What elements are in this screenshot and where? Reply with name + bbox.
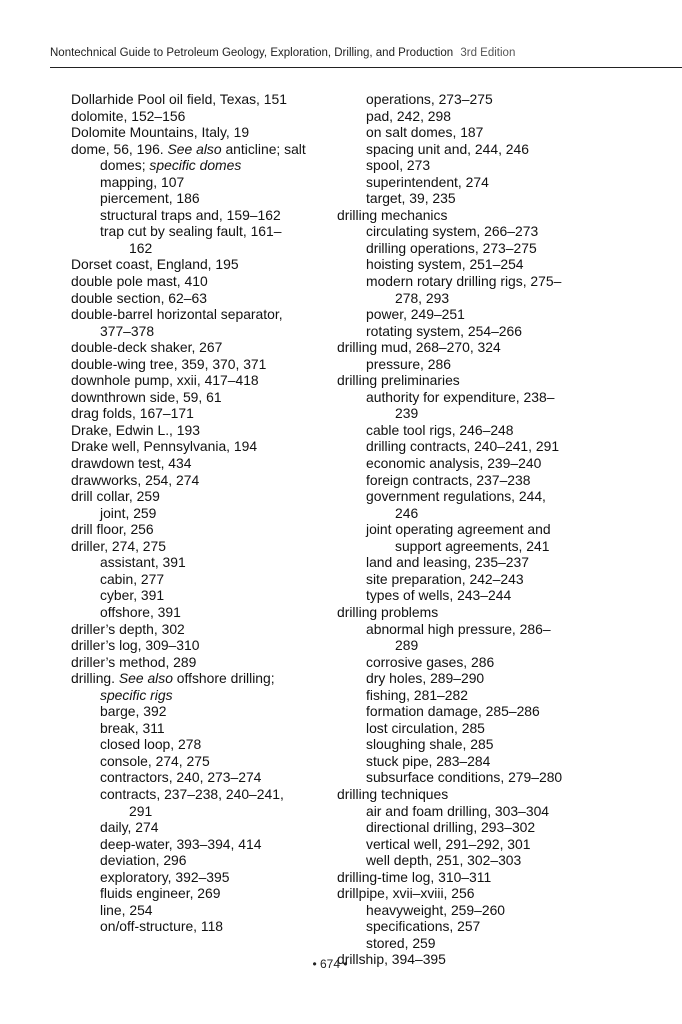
entry-text: on/off-structure, 118 — [100, 918, 224, 935]
entry-text: double-deck shaker, 267 — [71, 339, 223, 356]
entry-text: drilling contracts, 240–241, 291 — [366, 438, 560, 455]
index-subentry — [337, 753, 637, 770]
entry-continuation-text: 278, 293 — [395, 289, 450, 306]
entry-text: line, 254 — [100, 901, 153, 918]
index-column-left — [71, 91, 341, 935]
index-subentry — [71, 852, 341, 869]
index-subentry — [337, 389, 637, 422]
index-subentry — [337, 240, 637, 257]
entry-text: drilling techniques — [337, 785, 449, 802]
index-entry — [71, 455, 341, 472]
entry-text: vertical well, 291–292, 301 — [366, 835, 531, 852]
entry-text: Drake well, Pennsylvania, 194 — [71, 438, 258, 455]
index-subentry — [71, 902, 341, 919]
index-subentry — [337, 720, 637, 737]
entry-text: pad, 242, 298 — [366, 107, 451, 124]
index-entry — [71, 91, 341, 108]
index-entry — [71, 290, 341, 307]
index-column-right — [337, 91, 637, 968]
entry-text: drilling operations, 273–275 — [366, 239, 537, 256]
index-entry — [71, 256, 341, 273]
entry-text: joint, 259 — [100, 504, 157, 521]
index-subentry — [337, 836, 637, 853]
entry-continuation-text: 246 — [395, 504, 419, 521]
index-subentry — [71, 819, 341, 836]
index-subentry — [337, 703, 637, 720]
entry-text: driller’s log, 309–310 — [71, 637, 200, 654]
page-number: • 674 • — [312, 957, 348, 971]
index-entry — [337, 207, 637, 224]
entry-text: sloughing shale, 285 — [366, 736, 494, 753]
entry-text: double-barrel horizontal separator, — [71, 306, 283, 323]
index-subentry — [337, 472, 637, 489]
index-entry — [71, 521, 341, 538]
entry-text: structural traps and, 159–162 — [100, 206, 281, 223]
entry-text: downhole pump, xxii, 417–418 — [71, 372, 259, 389]
entry-text: cabin, 277 — [100, 570, 165, 587]
index-entry — [71, 472, 341, 489]
index-subentry — [337, 256, 637, 273]
entry-text: well depth, 251, 302–303 — [366, 852, 522, 869]
entry-text: daily, 274 — [100, 819, 159, 836]
index-subentry — [337, 273, 637, 306]
index-subentry — [337, 157, 637, 174]
entry-text: drilling preliminaries — [337, 372, 460, 389]
index-entry — [71, 621, 341, 638]
entry-text: drawdown test, 434 — [71, 455, 192, 472]
index-subentry — [337, 190, 637, 207]
entry-text: hoisting system, 251–254 — [366, 256, 524, 273]
index-entry — [71, 422, 341, 439]
entry-text: barge, 392 — [100, 703, 167, 720]
index-subentry — [337, 902, 637, 919]
index-entry — [337, 786, 637, 803]
entry-text: Dollarhide Pool oil field, Texas, 151 — [71, 91, 287, 107]
entry-text: Dolomite Mountains, Italy, 19 — [71, 124, 250, 141]
entry-text: drawworks, 254, 274 — [71, 471, 200, 488]
entry-text: specifications, 257 — [366, 918, 481, 935]
entry-text: spacing unit and, 244, 246 — [366, 140, 529, 157]
entry-text: land and leasing, 235–237 — [366, 554, 529, 571]
entry-text: operations, 273–275 — [366, 91, 493, 107]
index-subentry — [71, 687, 341, 704]
index-subentry — [71, 207, 341, 224]
entry-text: dome, 56, 196. See also anticline; salt — [71, 140, 306, 157]
index-entry — [71, 670, 341, 687]
entry-text: dry holes, 289–290 — [366, 670, 485, 687]
entry-text: drag folds, 167–171 — [71, 405, 194, 422]
entry-text: driller’s depth, 302 — [71, 620, 185, 637]
entry-text: economic analysis, 239–240 — [366, 455, 542, 472]
entry-text: types of wells, 243–244 — [366, 587, 512, 604]
index-subentry — [337, 91, 637, 108]
entry-text: subsurface conditions, 279–280 — [366, 769, 563, 786]
entry-text: pressure, 286 — [366, 355, 451, 372]
index-subentry — [337, 306, 637, 323]
running-header — [50, 47, 682, 68]
index-entry — [71, 488, 341, 505]
index-subentry — [71, 720, 341, 737]
entry-text: rotating system, 254–266 — [366, 322, 522, 339]
index-subentry — [71, 885, 341, 902]
entry-text: exploratory, 392–395 — [100, 868, 230, 885]
entry-text: stuck pipe, 283–284 — [366, 752, 491, 769]
index-entry — [71, 124, 341, 141]
entry-text: break, 311 — [100, 719, 165, 736]
entry-text: corrosive gases, 286 — [366, 653, 495, 670]
entry-text: assistant, 391 — [100, 554, 186, 571]
entry-text: fishing, 281–282 — [366, 686, 468, 703]
entry-text: double section, 62–63 — [71, 289, 207, 306]
index-subentry — [337, 571, 637, 588]
index-subentry — [337, 935, 637, 952]
entry-text: mapping, 107 — [100, 173, 185, 190]
index-subentry — [337, 108, 637, 125]
index-subentry — [337, 438, 637, 455]
index-subentry — [337, 124, 637, 141]
entry-text: authority for expenditure, 238– — [366, 388, 555, 405]
index-entry — [71, 372, 341, 389]
index-entry — [71, 389, 341, 406]
index-subentry — [337, 587, 637, 604]
index-subentry — [337, 670, 637, 687]
entry-text: superintendent, 274 — [366, 173, 489, 190]
index-subentry — [71, 223, 341, 256]
index-subentry — [71, 753, 341, 770]
index-subentry — [337, 521, 637, 554]
entry-text: closed loop, 278 — [100, 736, 202, 753]
index-entry — [337, 869, 637, 886]
entry-text: cyber, 391 — [100, 587, 165, 604]
index-entry — [71, 654, 341, 671]
index-subentry — [71, 174, 341, 191]
entry-continuation-text: 162 — [129, 239, 153, 256]
entry-text: formation damage, 285–286 — [366, 703, 540, 720]
entry-text: offshore, 391 — [100, 603, 181, 620]
index-subentry — [71, 703, 341, 720]
entry-text: double pole mast, 410 — [71, 273, 208, 290]
index-entry — [71, 108, 341, 125]
entry-text: site preparation, 242–243 — [366, 570, 524, 587]
index-subentry — [337, 422, 637, 439]
index-subentry — [71, 190, 341, 207]
entry-text: drilling mechanics — [337, 206, 448, 223]
index-subentry — [71, 869, 341, 886]
index-subentry — [337, 819, 637, 836]
entry-text: dolomite, 152–156 — [71, 107, 186, 124]
index-subentry — [71, 505, 341, 522]
entry-text: on salt domes, 187 — [366, 124, 484, 141]
entry-text: circulating system, 266–273 — [366, 223, 539, 240]
index-subentry — [71, 587, 341, 604]
entry-text: lost circulation, 285 — [366, 719, 485, 736]
entry-text: deep-water, 393–394, 414 — [100, 835, 262, 852]
entry-text: target, 39, 235 — [366, 190, 456, 207]
index-subentry — [337, 918, 637, 935]
entry-text: joint operating agreement and — [366, 521, 551, 538]
book-title: Nontechnical Guide to Petroleum Geology, Exploration, Drilling, and Production — [50, 47, 454, 59]
index-subentry — [337, 174, 637, 191]
entry-text: drilling. See also offshore drilling; — [71, 670, 275, 687]
index-entry — [71, 356, 341, 373]
entry-text: driller’s method, 289 — [71, 653, 197, 670]
index-subentry — [337, 803, 637, 820]
entry-text: piercement, 186 — [100, 190, 200, 207]
index-entry — [71, 339, 341, 356]
entry-text: driller, 274, 275 — [71, 537, 166, 554]
index-subentry — [337, 736, 637, 753]
entry-text: cable tool rigs, 246–248 — [366, 421, 514, 438]
index-entry — [71, 141, 341, 158]
index-entry — [71, 538, 341, 555]
entry-text: air and foam drilling, 303–304 — [366, 802, 550, 819]
index-entry — [71, 405, 341, 422]
entry-text: drill floor, 256 — [71, 521, 154, 538]
index-subentry — [71, 604, 341, 621]
entry-text: drilling mud, 268–270, 324 — [337, 339, 501, 356]
entry-continuation-text: 239 — [395, 405, 419, 422]
index-subentry — [337, 554, 637, 571]
index-subentry — [337, 455, 637, 472]
index-subentry — [71, 554, 341, 571]
index-subentry — [71, 571, 341, 588]
index-subentry — [337, 223, 637, 240]
entry-continuation-text: 377–378 — [100, 322, 155, 339]
edition-label: 3rd Edition — [460, 47, 516, 59]
entry-text: trap cut by sealing fault, 161– — [100, 223, 282, 240]
entry-text: drilling-time log, 310–311 — [337, 868, 492, 885]
index-subentry — [337, 769, 637, 786]
entry-text: drill collar, 259 — [71, 488, 160, 505]
index-entry — [337, 604, 637, 621]
index-subentry — [71, 157, 341, 174]
index-entry — [71, 273, 341, 290]
entry-text: drilling problems — [337, 603, 439, 620]
index-entry — [71, 438, 341, 455]
index-entry — [71, 637, 341, 654]
entry-text: deviation, 296 — [100, 852, 187, 869]
index-subentry — [337, 852, 637, 869]
entry-text: directional drilling, 293–302 — [366, 819, 536, 836]
index-entry — [71, 306, 341, 339]
entry-text: double-wing tree, 359, 370, 371 — [71, 355, 267, 372]
entry-text: government regulations, 244, — [366, 488, 546, 505]
entry-continuation-text: support agreements, 241 — [395, 537, 550, 554]
index-subentry — [71, 786, 341, 819]
entry-text: specific rigs — [100, 686, 173, 703]
entry-text: drillship, 394–395 — [337, 951, 446, 968]
entry-text: stored, 259 — [366, 934, 436, 951]
entry-text: console, 274, 275 — [100, 752, 210, 769]
entry-continuation-text: 289 — [395, 637, 419, 654]
index-subentry — [337, 621, 637, 654]
index-entry — [337, 885, 637, 902]
entry-text: abnormal high pressure, 286– — [366, 620, 551, 637]
index-subentry — [337, 323, 637, 340]
entry-text: contractors, 240, 273–274 — [100, 769, 262, 786]
index-subentry — [337, 141, 637, 158]
entry-text: fluids engineer, 269 — [100, 885, 221, 902]
index-subentry — [337, 687, 637, 704]
entry-text: Drake, Edwin L., 193 — [71, 421, 200, 438]
entry-text: modern rotary drilling rigs, 275– — [366, 273, 562, 290]
index-subentry — [71, 736, 341, 753]
entry-text: spool, 273 — [366, 157, 431, 174]
index-subentry — [337, 654, 637, 671]
index-subentry — [337, 488, 637, 521]
entry-text: heavyweight, 259–260 — [366, 901, 506, 918]
entry-text: Dorset coast, England, 195 — [71, 256, 239, 273]
entry-text: drillpipe, xvii–xviii, 256 — [337, 885, 475, 902]
entry-text: power, 249–251 — [366, 306, 465, 323]
entry-text: foreign contracts, 237–238 — [366, 471, 531, 488]
index-entry — [337, 372, 637, 389]
entry-text: domes; specific domes — [100, 157, 242, 174]
index-subentry — [337, 356, 637, 373]
index-subentry — [71, 836, 341, 853]
entry-continuation-text: 291 — [129, 802, 153, 819]
entry-text: downthrown side, 59, 61 — [71, 388, 222, 405]
index-subentry — [71, 769, 341, 786]
index-subentry — [71, 918, 341, 935]
entry-text: contracts, 237–238, 240–241, — [100, 785, 284, 802]
index-entry — [337, 339, 637, 356]
